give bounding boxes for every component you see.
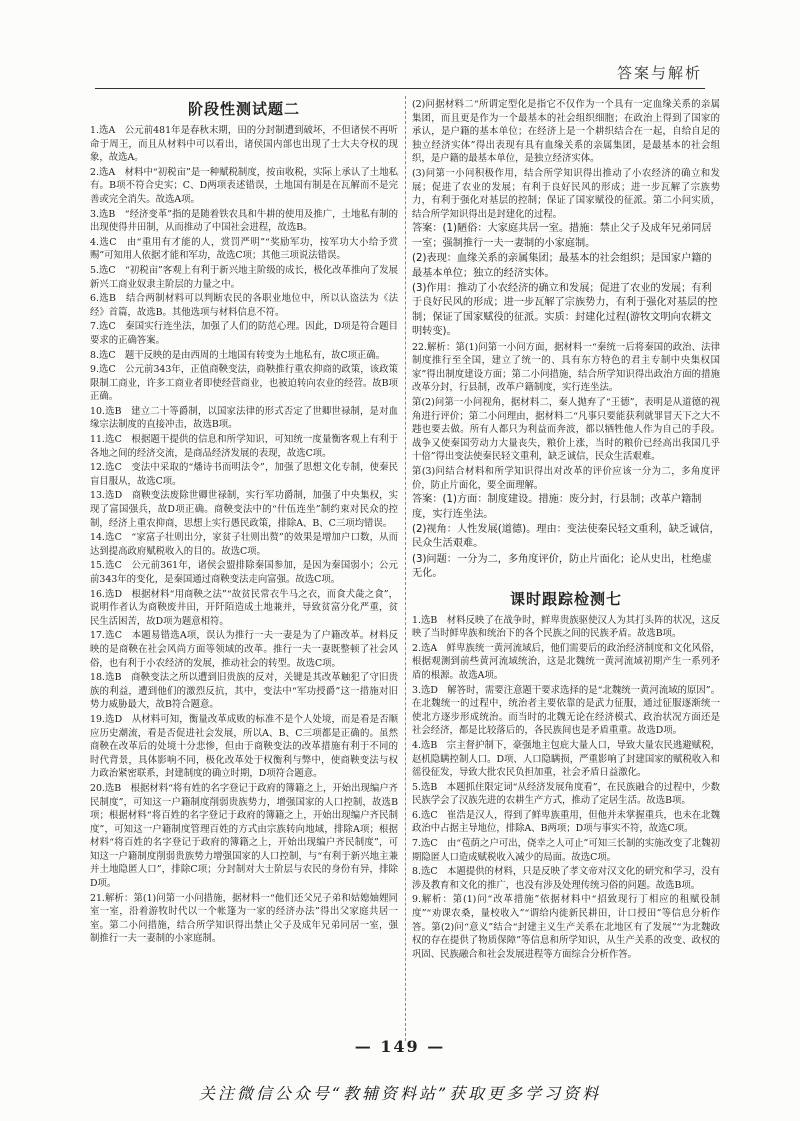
answer-item: 1.选A 公元前481年是春秋末期，田的分封制遭到破坏，不但诸侯不再听命于周王，而且从材料中可以看出，诸侯国内部也出现了士大夫夺权的现象，故选A。 xyxy=(90,125,398,164)
answer-item: 13.选D 商鞅变法废除世卿世禄制，实行军功爵制，加强了中央集权，实现了富国强兵，故D项正确。商鞅变法中的“什伍连坐”制约束对民众的控制，经济上重农抑商，思想上实行愚民政策，排除A、B、C三项均错误。 xyxy=(90,490,398,529)
answer-item: 2.选A 鲜卑族统一黄河流域后，他们需要后的政治经济制度和文化风俗，根据观测到前些黄河流域统治，这是北魏统一黄河流域初期产生一系列矛盾的根源。故选A项。 xyxy=(412,642,720,681)
header-rule xyxy=(95,88,705,89)
answer-item: 10.选B 建立二十等爵制，以国家法律的形式否定了世卿世禄制，是对血缘宗法制度的直接冲击，故选B项。 xyxy=(90,405,398,431)
answer-item: 9.解析：第(1)问“改革措施”依据材料中“招致现行丁相应的租赋役制度”“劝课农桑，量校收入”“谓给内徙新民耕田，计口授田”等信息分析作答。第(2)问“意义”结合“封建主义生产关系在北地区有了发展”“为北魏政权的存在提供了物质保障”等信息和所学知识，从生产关系的改变、政权的巩固、民族融合和社会发展进程等方面综合分析作答。 xyxy=(412,894,720,960)
answer-item: 5.选C “初税亩”客观上有利于新兴地主阶级的成长，极化改革推向了发展新兴工商业奴隶主阶层的力量之中。 xyxy=(90,264,398,290)
answer-22-block xyxy=(412,493,720,581)
answer-item: 8.选C 题干反映的是由西周的土地国有转变为土地私有，故C项正确。 xyxy=(90,349,386,361)
analysis-paragraph: 第(3)问结合材料和所学知识得出对改革的评价应该一分为二，多角度评价，防止片面化，要全面理解。 xyxy=(412,465,720,491)
answer-item: 4.选B 宗主督护制下，豪强地主包庇大量人口，导致大量农民逃避赋税，赵机隐瞒控制人口。D项、人口隐瞒损，严重影响了封建国家的赋税收入和徭役征发，导致大批农民负担加重，社会矛盾日益激化。 xyxy=(412,739,720,779)
answer-item: 21.解析：第(1)问第一小问措施，据材料一“他们还父兄子弟和姑媳妯娌同室一室，沿着游牧时代以一个帐篷为一家的经济办法”得出父家庭共居一室。第二小问措施，结合所学知识得出禁止父子及成年兄弟同居一室，强制推行一夫一妻制的小家庭制。 xyxy=(90,892,398,945)
header-title: 答案与解析 xyxy=(616,64,702,82)
answer-item: 12.选C 变法中采取的“燔诗书而明法令”，加强了思想文化专制，使秦民盲目服从，故选C项。 xyxy=(90,462,398,487)
answer-paragraph: 答案：(1)方面：制度建设。措施：废分封，行县制；改革户籍制度，实行连坐法。 xyxy=(412,494,702,520)
page-number: — 149 — xyxy=(354,1037,446,1056)
answer-item: 4.选C 由“重用有才能的人，赏罚严明”“奖励军功，按军功大小给予赏赐”可知用人依据才能和军功，故选C项；其他三项说法错误。 xyxy=(90,236,398,262)
column-divider xyxy=(405,96,406,1041)
answer-item: 3.选B “经济变革”指的是随着铁农具和牛耕的使用及推广，土地私有制的出现使得井田制，从而推动了中国社会进程，故选B。 xyxy=(90,208,398,234)
answer-paragraph: (2)表现：血缘关系的亲属集团；最基本的社会组织；是国家户籍的最基本单位；独立的经济实体。 xyxy=(412,253,712,279)
answer-paragraph: (3)作用：推动了小农经济的确立和发展；促进了农业的发展；有利于良好民风的形成；进一步瓦解了宗族势力，有利于强化对基层的控制；保证了国家赋役的征派。实质：封建化过程(游牧文明向农耕文明转变)。 xyxy=(412,282,718,338)
answer-item: 19.选D 从材料可知，衡量改革成败的标准不是个人处境，而是看是否顺应历史潮流，看是否促进社会发展，所以A、B、C三项都是正确的。虽然商鞅在改革后的处境十分悲惨，但由于商鞅变法的改革措施有利于不同的时代背景，具体影响不同，极化改革处于权衡利与弊中，使商鞅变法与权力政治紧密联系，封建制度的确立时期，D项符合题意。 xyxy=(90,713,398,780)
left-answer-list xyxy=(90,124,398,946)
answer-item: 14.选C “家富子壮则出分，家贫子壮则出赘”的效果是增加户口数，从而达到提高政府赋税收入的目的。故选C项。 xyxy=(90,532,398,557)
tracking-answer-list xyxy=(412,614,720,962)
answer-item: 7.选C 秦国实行连坐法，加强了人们的防范心理。因此，D项是符合题目要求的正确答案。 xyxy=(90,321,398,346)
answer-item: 20.选B 根据材料“将有姓的名字登记于政府的簿籍之上，开始出现编户齐民制度”，可知这一户籍制度削弱贵族势力，增强国家的人口控制，故选B项；根据材料“将百姓的名字登记于政府的簿籍之上，开始出现编户齐民制度”，可知这一户籍制度管理百姓的方式由宗族转向地域，排除A项；根据材料“将百姓的名字登记于政府的簿籍之上，开始出现编户齐民制度”，可知这一户籍制度削弱贵族势力增强国家的人口控制，与“有利于新兴地主兼并土地隐匿人口”，排除C项；分封制对大士阶层与农民的身份有异，排除D项。 xyxy=(90,782,398,890)
answer-item: 7.选C 由“苞荫之户可出，侥幸之人可止”可知三长制的实施改变了北魏初期隐匿人口造成赋税收入减少的局面。故选C项。 xyxy=(412,838,720,863)
analysis-paragraph: 22.解析：第(1)问第一小问方面，据材料一“秦统一后将秦国的政治、法律制度推行至全国，建立了统一的、具有东方特色的君主专制中央集权国家”得出制度建设方面；第二小问措施，结合所学知识得出政治方面的措施改革分封，行县制，改革户籍制度，实行连坐法。 xyxy=(412,341,720,394)
answer-item: 17.选C 本题易错选A项，误认为推行一夫一妻是为了户籍改革。材料反映的是商鞅在社会风尚方面等领域的改革。推行一夫一妻既整顿了社会风俗，也有利于小农经济的发展，推动社会的转型。故选C项。 xyxy=(90,630,398,669)
answer-item: 3.选D 解答时，需要注意题干要求选择的是“北魏统一黄河流域的原因”。在北魏统一的过程中，统治者主要依靠的是武力征服，通过征服逐渐统一使北方逐步形成统治。而当时的北魏无论在经济模式、政治状况方面还是社会经济，都是比较落后的，各民族间也是矛盾重重。故选D项。 xyxy=(412,684,720,737)
analysis-paragraph: 第(2)问第一小问视角，据材料二，秦人抛弃了“王德”，表明是从道德的视角进行评价；第二小问理由，据材料二“凡事只要能获利就罪冒天下之大不韪也要去做。所有人都只为利益而奔波，都以牺牲他人作为自己的手段。战争又使秦国劳动力大量丧失，粮价上涨，当时的粮价已经高出我国几乎十倍”得出变法使秦民轻文重利，缺乏诚信，民众生活艰难。 xyxy=(412,396,720,463)
answer-21-block xyxy=(412,222,720,339)
footer-promo-text: 关注微信公众号“教辅资料站”获取更多学习资料 xyxy=(198,1084,602,1103)
section-title-tracking-test: 课时跟踪检测七 xyxy=(509,589,622,608)
answer-item: 15.选C 公元前361年，诸侯会盟排除秦国参加，是因为秦国弱小；公元前343年的变化，是秦国通过商鞅变法走向富强。故选C项。 xyxy=(90,560,398,585)
answer-paragraph: (2)视角：人性发展(道德)。理由：变法使秦民轻文重利，缺乏诚信，民众生活艰难。 xyxy=(412,523,720,550)
answer-item: 18.选B 商鞅变法之所以遭到旧贵族的反对，关键是其改革触犯了守旧贵族的利益，遭到他们的激烈反抗，其中，变法中“军功授爵”这一措施对旧势力威胁最大，故B符合题意。 xyxy=(90,672,398,711)
answer-item: 2.选A 材料中“初税亩”是一种赋税制度，按亩收税，实际上承认了土地私有。B项不符合史实；C、D两项表述错误，土地国有制是在瓦解而不是完善或完全消失。故选A项。 xyxy=(90,166,398,205)
answer-item: 6.选B 结合两制材料可以判断农民的各职业地位中，所以认盗法为《法经》首篇，故选B。其他选项与材料信息不符。 xyxy=(90,293,398,318)
answer-item: 16.选D 根据材料“用商鞅之法”“故贫民常衣牛马之衣，而食犬彘之食”，说明作者认为商鞅废井田，开阡陌造成土地兼并，导致贫富分化严重，贫民生活困苦，故D项为题意相符。 xyxy=(90,588,398,627)
analysis-paragraph: (2)问据材料二“所谓定型化是指它不仅作为一个具有一定血缘关系的亲属集团，而且更是作为一个最基本的社会组织细胞；在政治上得到了国家的承认，是户籍的基本单位；在经济上是一个耕织结合在一起，自给自足的独立经济实体”得出表现有具有血缘关系的亲属集团，是最基本的社会组织，是户籍的最基本单位，是独立经济实体。 xyxy=(412,99,720,165)
answer-paragraph: (3)问题：一分为二，多角度评价，防止片面化；论从史出，杜绝虚无化。 xyxy=(412,553,712,580)
right-answer-list xyxy=(412,98,720,221)
answer-item: 9.选C 公元前343年，正值商鞅变法，商鞅推行重农抑商的政策，该政策限制工商业，许多工商业者即使经营商业，也被迫转向农业的经营。故B项正确。 xyxy=(90,364,398,403)
analysis-22-block xyxy=(412,341,720,493)
answer-item: 11.选C 根据题干提供的信息和所学知识，可知统一度量衡客观上有利于各地之间的经济交流，是商品经济发展的表现，故选C项。 xyxy=(90,434,398,459)
left-column xyxy=(90,98,398,947)
answer-item: 8.选C 本题提供的材料，只是反映了孝文帝对汉文化的研究和学习，没有涉及教育和文化的推广，也没有涉及处理传统习俗的问题。故选B项。 xyxy=(412,866,720,891)
right-column xyxy=(412,98,720,962)
answer-paragraph: 答案：(1)陋俗：大家庭共居一室。措施：禁止父子及成年兄弟同居一室；强制推行一夫一妻制的小家庭制。 xyxy=(412,223,712,249)
section-title-stage-test: 阶段性测试题二 xyxy=(187,100,300,118)
answer-item: 6.选C 崔浩是汉人，得到了鲜卑族重用，但他并未掌握重兵，也未在北魏政治中占据主导地位，排除A、B两项；D项与事实不符，故选C项。 xyxy=(412,809,720,835)
analysis-paragraph: (3)问第一小问积极作用，结合所学知识得出推动了小农经济的确立和发展；促进了农业的发展；有利于良好民风的形成；进一步瓦解了宗族势力，有利于强化对基层的控制；保证了国家赋役的征派。第二小问实质，结合所学知识得出是封建化的过程。 xyxy=(412,167,720,220)
answer-item: 1.选B 材料反映了在战争时，鲜卑贵族驱使汉人为其打头阵的状况，这反映了当时鲜卑族和统治下的各个民族之间的民族矛盾。故选B项。 xyxy=(412,614,720,640)
answer-item: 5.选B 本题抓住限定词“从经济发展角度看”，在民族融合的过程中，少数民族学会了汉族先进的农耕生产方式，推动了定居生活。故选B项。 xyxy=(412,781,720,807)
